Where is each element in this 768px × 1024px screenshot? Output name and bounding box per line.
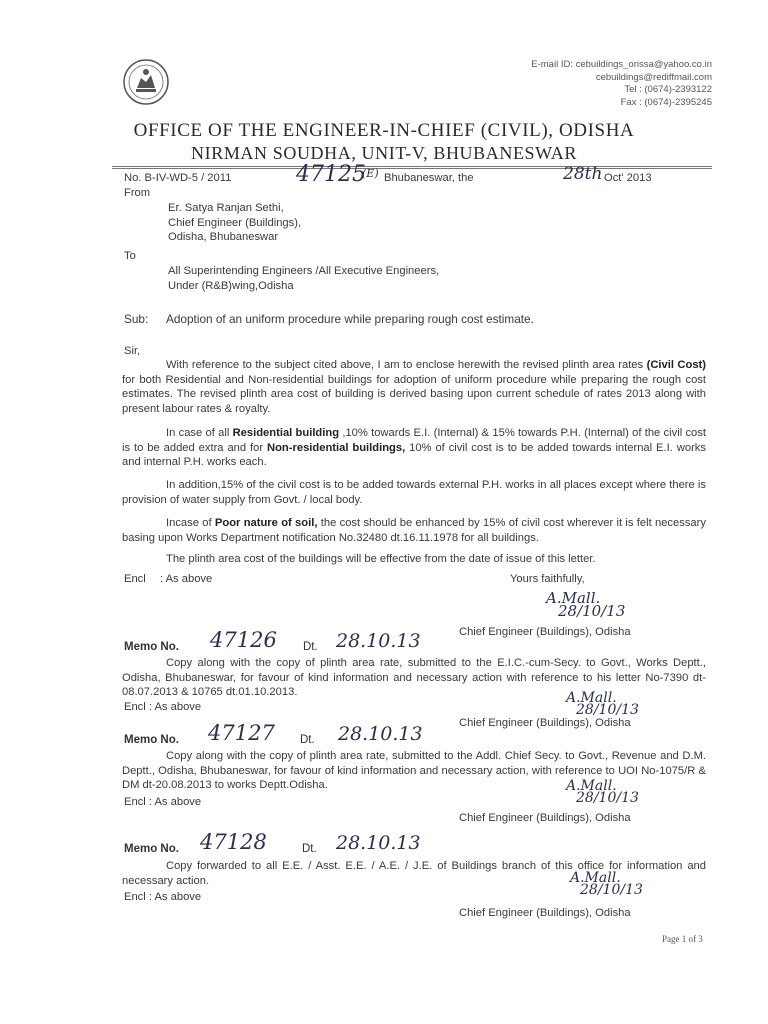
p1-text-cont: for both Residential and Non-residential buildings for adoption of uniform procedure while preparing the rough cost estimates. The revised plinth area cost of building is derived basing upon current schedule of rates 2013 along with present labour rates & royalty. bbox=[122, 373, 706, 415]
memo-signatory: Chief Engineer (Buildings), Odisha bbox=[459, 812, 631, 824]
memo-signatory: Chief Engineer (Buildings), Odisha bbox=[459, 717, 631, 729]
p1-text: With reference to the subject cited above, I am to enclose herewith the revised plinth area rates bbox=[166, 359, 647, 371]
salutation: Sir, bbox=[124, 345, 141, 357]
emblem-logo bbox=[122, 58, 170, 106]
to-block bbox=[168, 264, 439, 293]
paragraph-2 bbox=[122, 426, 706, 470]
letter-month-year: Oct' 2013 bbox=[604, 172, 652, 184]
p2-text-cont: ,10% towards E.I. (Internal) & 15% towards P.H. (Internal) of the civil cost is to be added extra and for bbox=[122, 427, 706, 454]
p2-text: In case of all bbox=[166, 427, 233, 439]
memo-date-label: Dt. bbox=[303, 641, 318, 653]
header-rule bbox=[112, 166, 712, 167]
signatory-main: Chief Engineer (Buildings), Odisha bbox=[459, 626, 631, 638]
office-title: OFFICE OF THE ENGINEER-IN-CHIEF (CIVIL), ODISHA bbox=[133, 120, 635, 141]
p2-text-end: 10% of civil cost is to be added towards internal E.I. works and internal P.H. works each. bbox=[122, 441, 706, 468]
signature-main bbox=[546, 589, 626, 620]
memo-signatory: Chief Engineer (Buildings), Odisha bbox=[459, 907, 631, 919]
memo-number-handwritten: 47128 bbox=[200, 830, 267, 854]
p2-bold-2: Non-residential buildings, bbox=[267, 441, 406, 454]
office-address-title: NIRMAN SOUDHA, UNIT-V, BHUBANESWAR bbox=[191, 143, 577, 163]
p2-bold: Residential building bbox=[232, 427, 340, 439]
reference-handwritten-number: 47125 bbox=[296, 162, 366, 187]
header-rule-second bbox=[112, 168, 712, 169]
memo-signature-date: 28/10/13 bbox=[576, 702, 639, 718]
from-line: Odisha, Bhubaneswar bbox=[168, 231, 279, 243]
closing-yours-faithfully: Yours faithfully, bbox=[510, 573, 585, 585]
from-line: Er. Satya Ranjan Sethi, bbox=[168, 202, 284, 214]
signature-date: 28/10/13 bbox=[558, 602, 626, 620]
p4-text: Incase of bbox=[166, 517, 215, 529]
memo-enclosure: Encl : As above bbox=[124, 701, 202, 713]
memo-number-handwritten: 47127 bbox=[208, 721, 275, 745]
paragraph-1 bbox=[122, 358, 706, 416]
memo-date-handwritten: 28.10.13 bbox=[336, 832, 421, 854]
from-block bbox=[168, 201, 301, 245]
contact-fax: Fax : (0674)-2395245 bbox=[620, 96, 712, 108]
p4-bold: Poor nature of soil, bbox=[214, 517, 318, 529]
contact-email-alt: cebuildings@rediffmail.com bbox=[595, 71, 712, 83]
letter-date-handwritten: 28th bbox=[563, 164, 603, 184]
memo-number-handwritten: 47126 bbox=[210, 628, 277, 652]
contact-email: E-mail ID: cebuildings_orissa@yahoo.co.in bbox=[531, 59, 712, 70]
to-label: To bbox=[124, 250, 136, 262]
from-line: Chief Engineer (Buildings), bbox=[168, 216, 302, 229]
memo-date-label: Dt. bbox=[302, 843, 317, 855]
memo-signature-name: A.Mall. bbox=[570, 870, 621, 886]
memo-enclosure: Encl : As above bbox=[124, 891, 202, 903]
memo-label: Memo No. bbox=[124, 843, 179, 855]
enclosure-label: Encl bbox=[124, 573, 146, 585]
letter-place: Bhubaneswar, the bbox=[384, 172, 474, 184]
memo-date-handwritten: 28.10.13 bbox=[338, 723, 423, 745]
memo-body: Copy along with the copy of plinth area rate, submitted to the E.I.C.-cum-Secy. to Govt., Works Deptt., Odisha, Bhubaneswar, for favour of kind information and necessary action with reference to his letter No-7390 dt-08.07.2013 & 10765 dt.01.10.2013. bbox=[122, 657, 706, 698]
subject-text: Adoption of an uniform procedure while preparing rough cost estimate. bbox=[166, 312, 534, 326]
memo-signature-date: 28/10/13 bbox=[576, 790, 639, 806]
memo-signature-date: 28/10/13 bbox=[580, 882, 643, 898]
page-number: Page 1 of 3 bbox=[662, 934, 703, 944]
contact-tel: Tel : (0674)-2393122 bbox=[624, 84, 712, 95]
enclosure-value: : As above bbox=[160, 573, 213, 585]
paragraph-4 bbox=[122, 516, 706, 545]
reference-handwritten-suffix: (E) bbox=[362, 167, 379, 180]
memo-date-label: Dt. bbox=[300, 734, 315, 746]
contact-info bbox=[531, 59, 712, 109]
memo-body: Copy along with the copy of plinth area rate, submitted to the Addl. Chief Secy. to Govt., Revenue and D.M. Deptt., Odisha, Bhubaneswar, for favour of kind information and necessary action, with reference to UOI No-1075/R & DM dt-20.08.2013 to works Deptt.Odisha. bbox=[122, 750, 706, 791]
reference-number: No. B-IV-WD-5 / 2011 bbox=[124, 172, 232, 184]
paragraph-3: In addition,15% of the civil cost is to be added towards external P.H. works in all places except where there is provision of water supply from Govt. / local body. bbox=[122, 479, 706, 506]
memo-signature bbox=[566, 780, 639, 804]
memo-signature-name: A.Mall. bbox=[566, 778, 617, 794]
from-label: From bbox=[124, 187, 151, 199]
to-line: Under (R&B)wing,Odisha bbox=[168, 279, 294, 292]
memo-body: Copy forwarded to all E.E. / Asst. E.E. / A.E. / J.E. of Buildings branch of this office for information and necessary action. bbox=[122, 860, 706, 887]
to-line: All Superintending Engineers /All Executive Engineers, bbox=[168, 265, 440, 277]
p4-text-cont: the cost should be enhanced by 15% of civil cost wherever it is felt necessary basing upon Works Department notification No.32480 dt.16.11.1978 for all buildings. bbox=[122, 517, 706, 544]
p1-bold: (Civil Cost) bbox=[646, 359, 706, 371]
memo-signature-name: A.Mall. bbox=[566, 690, 617, 706]
memo-date-handwritten: 28.10.13 bbox=[336, 630, 421, 652]
subject-label: Sub: bbox=[124, 312, 149, 326]
paragraph-5: The plinth area cost of the buildings will be effective from the date of issue of this letter. bbox=[166, 553, 596, 565]
memo-enclosure: Encl : As above bbox=[124, 796, 202, 808]
memo-signature bbox=[570, 872, 643, 896]
memo-signature bbox=[566, 692, 639, 716]
memo-label: Memo No. bbox=[124, 641, 179, 653]
signature-name: A.Mall. bbox=[546, 589, 601, 607]
memo-label: Memo No. bbox=[124, 734, 179, 746]
